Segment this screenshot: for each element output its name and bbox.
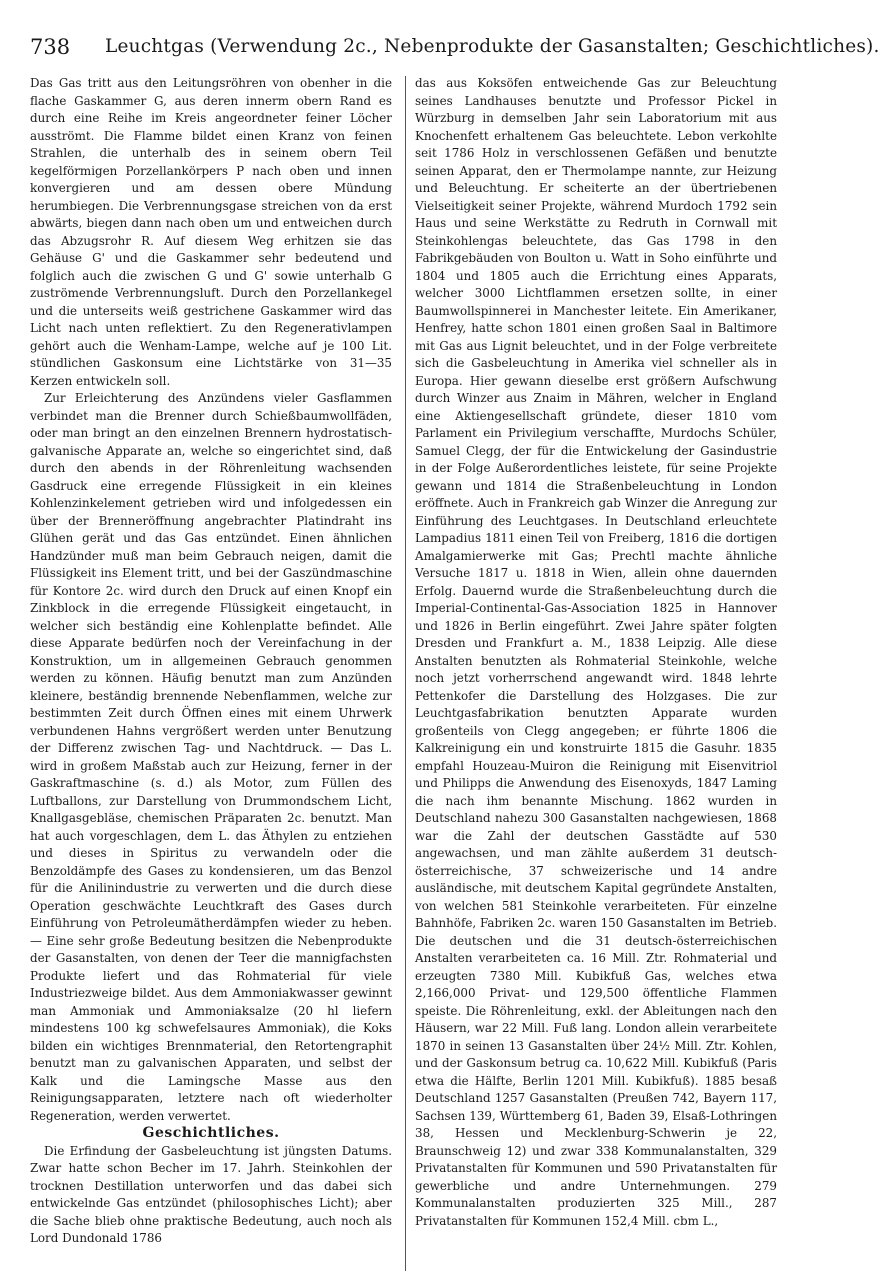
section-heading: Geschichtliches.	[142, 1125, 280, 1141]
paragraph: Zur Erleichterung des Anzündens vieler Gasflammen verbindet man die Brenner durch Schießbaumwollfäden, oder man bringt an den einzelnen Brennern hydrostatisch-galvanische Apparate an, welche so eingerichtet sind, daß durch den abends in der Röhrenleitung wachsenden Gasdruck eine erregende Flüssigkeit in ein kleines Kohlenzinkelement getrieben wird und infolgedessen ein über der Brenneröffnung angebrachter Platindraht ins Glühen gerät und das Gas entzündet. Einen ähnlichen Handzünder muß man beim Gebrauch neigen, damit die Flüssigkeit ins Element tritt, und bei der Gaszündmaschine für Kontore 2c. wird durch den Druck auf einen Knopf ein Zinkblock in die erregende Flüssigkeit eingetaucht, in welcher sich beständig eine Kohlenplatte befindet. Alle diese Apparate bedürfen noch der Vereinfachung in der Konstruktion, um in allgemeinen Gebrauch genommen werden zu können. Häufig benutzt man zum Anzünden kleinere, beständig brennende Nebenflammen, welche zur bestimmten Zeit durch Öffnen eines mit einem Uhrwerk verbundenen Hahns vergrößert werden unter Benutzung der Differenz zwischen Tag- und Nachtdruck. — Das L. wird in großem Maßstab auch zur Heizung, ferner in der Gaskraftmaschine (s. d.) als Motor, zum Füllen des Luftballons, zur Darstellung von Drummondschem Licht, Knallgasgebläse, chemischen Präparaten 2c. benutzt. Man hat auch vorgeschlagen, dem L. das Äthylen zu entziehen und dieses in Spiritus zu verwandeln oder die Benzoldämpfe des Gases zu kondensieren, um das Benzol für die Anilinindustrie zu verwerten und die durch diese Operation geschwächte Leuchtkraft des Gases durch Einführung von Petroleumätherdämpfen wieder zu heben. — Eine sehr große Bedeutung besitzen die Nebenprodukte der Gasanstalten, von denen der Teer die mannigfachsten Produkte liefert und das Rohmaterial für viele Industriezweige bildet. Aus dem Ammoniakwasser gewinnt man Ammoniak und Ammoniaksalze (20 hl liefern mindestens 100 kg schwefelsaures Ammoniak), die Koks bilden ein wichtiges Brennmaterial, den Retortengraphit benutzt man zu galvanischen Apparaten, und selbst der Kalk und die Lamingsche Masse aus den Reinigungsapparaten, letztere nach oft wiederholter Regeneration, werden verwertet.	[30, 391, 392, 1123]
paragraph: das aus Koksöfen entweichende Gas zur Beleuchtung seines Landhauses benutzte und Professor Pickel in Würzburg in demselben Jahr sein Laboratorium mit aus Knochenfett erhaltenem Gas beleuchtete. Lebon verkohlte seit 1786 Holz in verschlossenen Gefäßen und benutzte seinen Apparat, den er Thermolampe nannte, zur Heizung und Beleuchtung. Er scheiterte an der übertriebenen Vielseitigkeit seiner Projekte, während Murdoch 1792 sein Haus und seine Werkstätte zu Redruth in Cornwall mit Steinkohlengas beleuchtete, das Gas 1798 in den Fabrikgebäuden von Boulton u. Watt in Soho einführte und 1804 und 1805 auch die Errichtung eines Apparats, welcher 3000 Lichtflammen ersetzen sollte, in einer Baumwollspinnerei in Manchester leitete. Ein Amerikaner, Henfrey, hatte schon 1801 einen großen Saal in Baltimore mit Gas aus Lignit beleuchtet, und in der Folge verbreitete sich die Gasbeleuchtung in Amerika viel schneller als in Europa. Hier gewann dieselbe erst größern Aufschwung durch Winzer aus Znaim in Mähren, welcher in England eine Aktiengesellschaft gründete, dieser 1810 vom Parlament ein Privilegium verschaffte, Murdochs Schüler, Samuel Clegg, der für die Entwickelung der Gasindustrie in der Folge Außerordentliches leistete, für seine Projekte gewann und 1814 die Straßenbeleuchtung in London eröffnete. Auch in Frankreich gab Winzer die Anregung zur Einführung des Leuchtgases. In Deutschland erleuchtete Lampadius 1811 einen Teil von Freiberg, 1816 die dortigen Amalgamierwerke mit Gas; Prechtl machte ähnliche Versuche 1817 u. 1818 in Wien, allein ohne dauernden Erfolg. Dauernd wurde die Straßenbeleuchtung durch die Imperial-Continental-Gas-Association 1825 in Hannover und 1826 in Berlin eingeführt. Zwei Jahre später folgten Dresden und Frankfurt a. M., 1838 Leipzig. Alle diese Anstalten benutzten als Rohmaterial Steinkohle, welche noch jetzt vorherrschend angewandt wird. 1848 lehrte Pettenkofer die Darstellung des Holzgases. Die zur Leuchtgasfabrikation benutzten Apparate wurden großenteils von Clegg angegeben; er führte 1806 die Kalkreinigung ein und konstruirte 1815 die Gasuhr. 1835 empfahl Houzeau-Muiron die Reinigung mit Eisenvitriol und Philipps die Anwendung des Eisenoxyds, 1847 Laming die nach ihm benannte Mischung. 1862 wurden in Deutschland nahezu 300 Gasanstalten nachgewiesen, 1868 war die Zahl der deutschen Gasstädte auf 530 angewachsen, und man zählte außerdem 31 deutsch-österreichische, 37 schweizerische und 14 andre ausländische, mit deutschem Kapital gegründete Anstalten, von welchen 581 Steinkohle verarbeiteten. Für einzelne Bahnhöfe, Fabriken 2c. waren 150 Gasanstalten im Betrieb. Die deutschen und die 31 deutsch-österreichischen Anstalten verarbeiteten ca. 16 Mill. Ztr. Rohmaterial und erzeugten 7380 Mill. Kubikfuß Gas, welches etwa 2,166,000 Privat- und 129,500 öffentliche Flammen speiste. Die Röhrenleitung, exkl. der Ableitungen nach den Häusern, war 22 Mill. Fuß lang. London allein verarbeitete 1870 in seinen 13 Gasanstalten über 24½ Mill. Ztr. Kohlen, und der Gaskonsum betrug ca. 10,622 Mill. Kubikfuß (Paris etwa die Hälfte, Berlin 1201 Mill. Kubikfuß). 1885 besaß Deutschland 1257 Gasanstalten (Preußen 742, Bayern 117, Sachsen 139, Württemberg 61, Baden 39, Elsaß-Lothringen 38, Hessen und Mecklenburg-Schwerin je 22, Braunschweig 12) und zwar 338 Kommunalanstalten, 329 Privatanstalten für Kommunen und 590 Privatanstalten für gewerbliche und andre Unternehmungen. 279 Kommunalanstalten produzierten 325 Mill., 287 Privatanstalten für Kommunen 152,4 Mill. cbm L.,	[415, 76, 777, 1228]
page-number: 738	[30, 35, 71, 59]
page-header	[30, 32, 880, 62]
paragraph: Die Erfindung der Gasbeleuchtung ist jüngsten Datums. Zwar hatte schon Becher im 17. Jahrh. Steinkohlen der trocknen Destillation unterworfen und das dabei sich entwickelnde Gas entzündet (philosophisches Licht); aber die Sache blieb ohne praktische Bedeutung, auch noch als Lord Dundonald 1786	[30, 1143, 392, 1245]
paragraph: Das Gas tritt aus den Leitungsröhren von obenher in die flache Gaskammer G, aus deren innerm obern Rand es durch eine Reihe im Kreis angeordneter feiner Löcher ausströmt. Die Flamme bildet einen Kranz von feinen Strahlen, die unterhalb des in seinem obern Teil kegelförmigen Porzellankörpers P nach oben und innen konvergieren und am dessen obere Mündung herumbiegen. Die Verbrennungsgase streichen von da erst abwärts, biegen dann nach oben um und entweichen durch das Abzugsrohr R. Auf diesem Weg erhitzen sie das Gehäuse G' und die Gaskammer sehr bedeutend und folglich auch die zwischen G und G' sowie unterhalb G zuströmende Verbrennungsluft. Durch den Porzellankegel und die unterseits weiß gestrichene Gaskammer wird das Licht nach unten reflektiert. Zu den Regenerativlampen gehört auch die Wenham-Lampe, welche auf je 100 Lit. stündlichen Gaskonsum eine Lichtstärke von 31—35 Kerzen entwickeln soll.	[30, 76, 392, 388]
right-column	[415, 75, 777, 1230]
column-divider	[405, 76, 406, 1271]
left-column	[30, 75, 392, 1248]
running-head: Leuchtgas (Verwendung 2c., Nebenprodukte der Gasanstalten; Geschichtliches).	[105, 36, 880, 57]
